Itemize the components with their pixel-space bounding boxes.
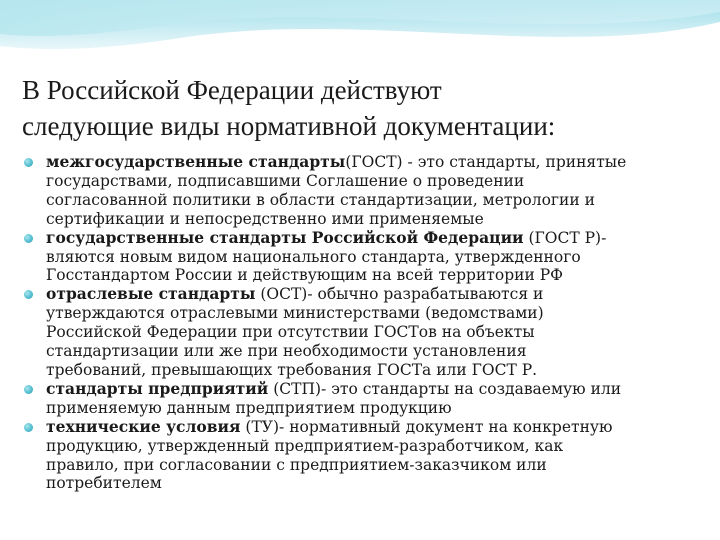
- list-item: [22, 229, 712, 286]
- item-text: сертификации и непосредственно ими применяемые: [46, 209, 484, 228]
- item-line: [46, 361, 712, 380]
- item-line: [46, 437, 712, 456]
- item-text: (ГОСТ) - это стандарты, принятые: [345, 153, 627, 171]
- list-item: [22, 380, 712, 418]
- item-line: [46, 399, 712, 418]
- item-text: продукцию, утвержденный предприятием-разработчиком, как: [46, 436, 564, 455]
- item-text: (СТП)- это стандарты на создаваемую или: [268, 379, 622, 398]
- item-line: [46, 474, 712, 493]
- item-text: применяемую данным предприятием продукцию: [46, 398, 452, 417]
- item-text: правило, при согласовании с предприятием-заказчиком или: [46, 455, 547, 474]
- item-text: вляются новым видом национального стандарта, утвержденного: [46, 247, 581, 266]
- list-item: [22, 418, 712, 494]
- item-text: (ТУ)- нормативный документ на конкретную: [240, 417, 613, 436]
- title-line: В Российской Федерации действуют: [22, 75, 442, 105]
- item-text: потребителем: [46, 474, 162, 493]
- header-wave-decoration: [0, 0, 720, 70]
- item-line: [46, 456, 712, 475]
- item-text: Госстандартом России и действующим на всей территории РФ: [46, 266, 564, 285]
- list-item: [22, 153, 712, 229]
- item-line: [46, 266, 712, 285]
- item-line: [46, 323, 712, 342]
- item-text: государствами, подписавшими Соглашение о проведении: [46, 171, 525, 190]
- item-text: требований, превышающих требования ГОСТа или ГОСТ Р.: [46, 360, 538, 379]
- item-text: утверждаются отраслевыми министерствами (ведомствами): [46, 304, 544, 323]
- list-item: [22, 285, 712, 380]
- item-term: технические условия: [46, 416, 241, 436]
- item-text: Российской Федерации при отсутствии ГОСТов на объекты: [46, 323, 535, 342]
- item-line: [46, 153, 712, 172]
- item-term: стандарты предприятий: [46, 378, 269, 398]
- bullet-icon: [24, 290, 33, 299]
- item-line: [46, 342, 712, 361]
- item-line: [46, 380, 712, 399]
- item-line: [46, 285, 712, 304]
- bullet-icon: [24, 158, 33, 167]
- item-text: (ГОСТ Р)-: [523, 228, 607, 247]
- bullet-icon: [24, 385, 33, 394]
- item-line: [46, 229, 712, 248]
- item-text: стандартизации или же при необходимости установления: [46, 342, 527, 361]
- item-line: [46, 248, 712, 267]
- item-line: [46, 304, 712, 323]
- title-line: следующие виды нормативной документации:: [22, 111, 556, 141]
- item-text: (ОСТ)- обычно разрабатываются и: [255, 285, 544, 304]
- document-types-list: [22, 153, 712, 493]
- bullet-icon: [24, 234, 33, 243]
- slide-title: [22, 72, 712, 144]
- item-line: [46, 418, 712, 437]
- item-line: [46, 191, 712, 210]
- item-text: согласованной политики в области стандартизации, метрологии и: [46, 190, 595, 209]
- bullet-icon: [24, 423, 33, 432]
- item-term: государственные стандарты Российской Федерации: [46, 227, 524, 247]
- item-line: [46, 172, 712, 191]
- item-line: [46, 210, 712, 229]
- item-term: межгосударственные стандарты: [46, 152, 346, 171]
- item-term: отраслевые стандарты: [46, 284, 256, 304]
